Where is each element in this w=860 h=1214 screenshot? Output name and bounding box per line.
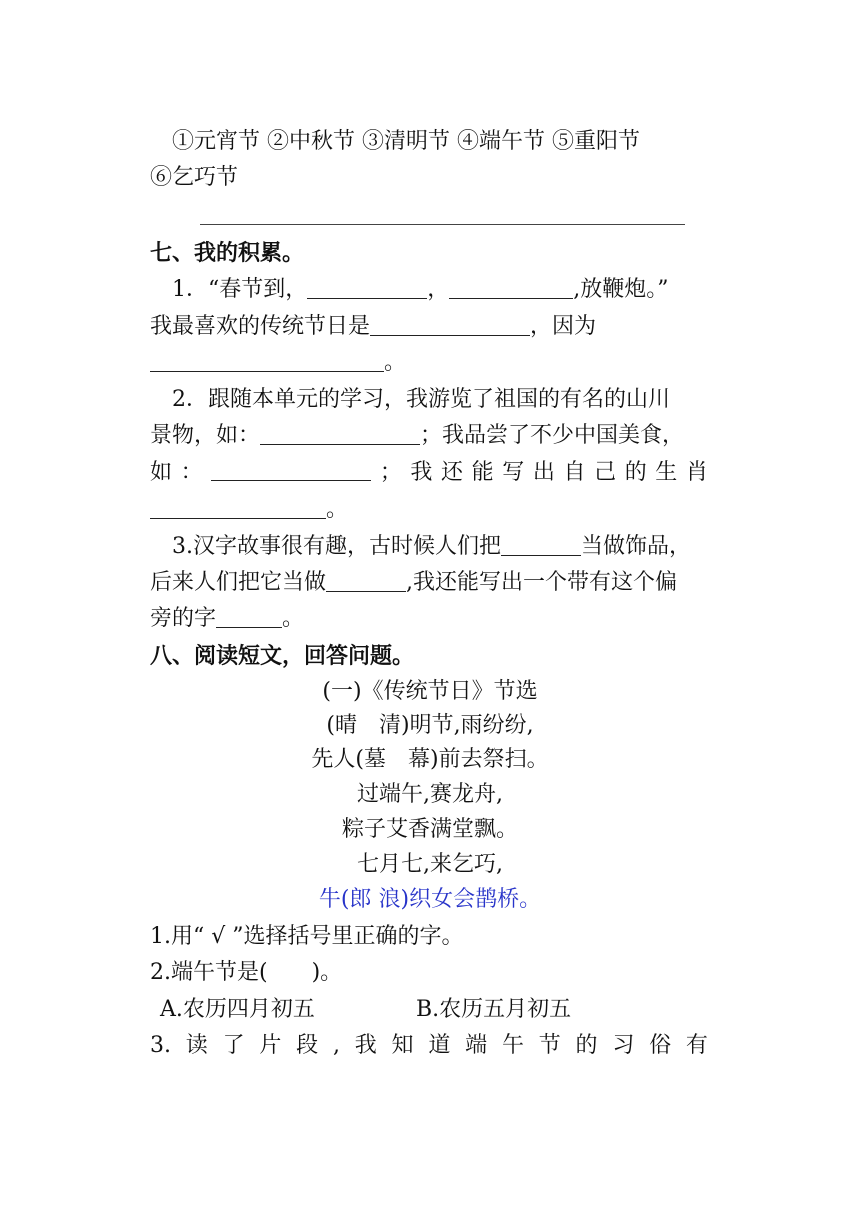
q7-1-text-a: 1．“春节到， xyxy=(172,277,308,302)
q7-2-line3 xyxy=(150,458,708,488)
char: 3. xyxy=(150,1033,171,1058)
q7-3-blank-3[interactable] xyxy=(216,605,282,628)
char: 端 xyxy=(465,1033,488,1058)
char: 生 xyxy=(655,460,678,485)
char: 的 xyxy=(575,1033,598,1058)
q7-3-blank-2[interactable] xyxy=(326,569,406,592)
char: 我 xyxy=(354,1033,377,1058)
poem-line-6: 牛(郎 浪)织女会鹊桥。 xyxy=(318,887,542,912)
char: 道 xyxy=(428,1033,451,1058)
char: 肖 xyxy=(685,460,708,485)
q7-1-blank-3[interactable] xyxy=(370,313,530,336)
poem-line-1: (晴 清)明节,雨纷纷, xyxy=(326,713,534,738)
poem-line-3: 过端午,赛龙舟, xyxy=(357,782,503,807)
char: 如 xyxy=(150,460,173,485)
char: 读 xyxy=(185,1033,208,1058)
q7-1-blank-2[interactable] xyxy=(449,276,573,299)
char: 己 xyxy=(594,460,617,485)
section8-title: 八、阅读短文，回答问题。 xyxy=(150,643,415,669)
char: 出 xyxy=(532,460,555,485)
q7-3-text-c: 后来人们把它当做 xyxy=(150,570,327,595)
char: 午 xyxy=(501,1033,524,1058)
q7-2-line1: 2．跟随本单元的学习，我游览了祖国的有名的山川 xyxy=(172,387,670,412)
q7-3-text-e: 旁的字 xyxy=(150,606,217,631)
q7-2-blank-1[interactable] xyxy=(260,422,420,445)
q8-2-option-a[interactable]: A.农历四月初五 xyxy=(160,997,315,1022)
poem-line-5: 七月七,来乞巧, xyxy=(357,852,503,877)
char: ； xyxy=(379,460,402,485)
q7-1-text-c: ,放鞭炮。” xyxy=(573,277,669,302)
q7-3-line1 xyxy=(172,532,691,562)
q7-1-line1 xyxy=(172,275,669,305)
char: 习 xyxy=(612,1033,635,1058)
section7-title: 七、我的积累。 xyxy=(150,240,305,266)
q7-1-line3 xyxy=(150,348,406,378)
q7-3-text-b: 当做饰品， xyxy=(581,534,692,559)
festival-options-line2: ⑥乞巧节 xyxy=(150,165,239,190)
char: 俗 xyxy=(649,1033,672,1058)
char: 节 xyxy=(538,1033,561,1058)
q7-2-line2 xyxy=(150,421,684,451)
q8-2: 2.端午节是( )。 xyxy=(150,960,343,985)
q7-2-text-e: 。 xyxy=(326,497,349,522)
festival-options-line1: ①元宵节 ②中秋节 ③清明节 ④端午节 ⑤重阳节 xyxy=(172,129,640,154)
q7-3-text-a: 3.汉字故事很有趣，古时候人们把 xyxy=(172,534,501,559)
char: 有 xyxy=(685,1033,708,1058)
q7-2-text-c: ；我品尝了不少中国美食， xyxy=(420,423,685,448)
char: 写 xyxy=(502,460,525,485)
q8-3-line1 xyxy=(150,1031,708,1061)
q7-3-line3 xyxy=(150,604,304,634)
char: 我 xyxy=(410,460,433,485)
char: 段 xyxy=(296,1033,319,1058)
q7-2-blank-3[interactable] xyxy=(150,496,326,519)
answer-line[interactable] xyxy=(200,224,685,225)
q8-1: 1.用“ √ ”选择括号里正确的字。 xyxy=(150,924,464,949)
poem-title: (一)《传统节日》节选 xyxy=(322,679,538,704)
poem-line-4: 粽子艾香满堂飘。 xyxy=(341,817,518,842)
q8-2-option-b[interactable]: B.农历五月初五 xyxy=(416,997,572,1022)
char: 的 xyxy=(624,460,647,485)
q7-2-blank-2[interactable] xyxy=(211,458,371,481)
char: , xyxy=(332,1033,340,1058)
q7-3-text-f: 。 xyxy=(282,606,305,631)
q7-2-line4 xyxy=(150,495,348,525)
char: 了 xyxy=(222,1033,245,1058)
q7-1-text-f: 。 xyxy=(384,350,407,375)
q7-1-text-b: ， xyxy=(427,277,450,302)
char: ： xyxy=(180,460,203,485)
q7-1-blank-1[interactable] xyxy=(307,276,427,299)
char: 还 xyxy=(441,460,464,485)
q7-1-text-e: ，因为 xyxy=(530,314,597,339)
q7-1-blank-4[interactable] xyxy=(150,349,384,372)
poem-line-2: 先人(墓 幕)前去祭扫。 xyxy=(311,747,549,772)
q7-3-line2 xyxy=(150,568,677,598)
char: 片 xyxy=(259,1033,282,1058)
q7-2-text-b: 景物，如： xyxy=(150,423,261,448)
char: 能 xyxy=(471,460,494,485)
q7-1-line2 xyxy=(150,312,596,342)
char: 知 xyxy=(391,1033,414,1058)
q7-3-blank-1[interactable] xyxy=(501,533,581,556)
char: 自 xyxy=(563,460,586,485)
q7-1-text-d: 我最喜欢的传统节日是 xyxy=(150,314,371,339)
q7-3-text-d: ,我还能写出一个带有这个偏 xyxy=(406,570,678,595)
